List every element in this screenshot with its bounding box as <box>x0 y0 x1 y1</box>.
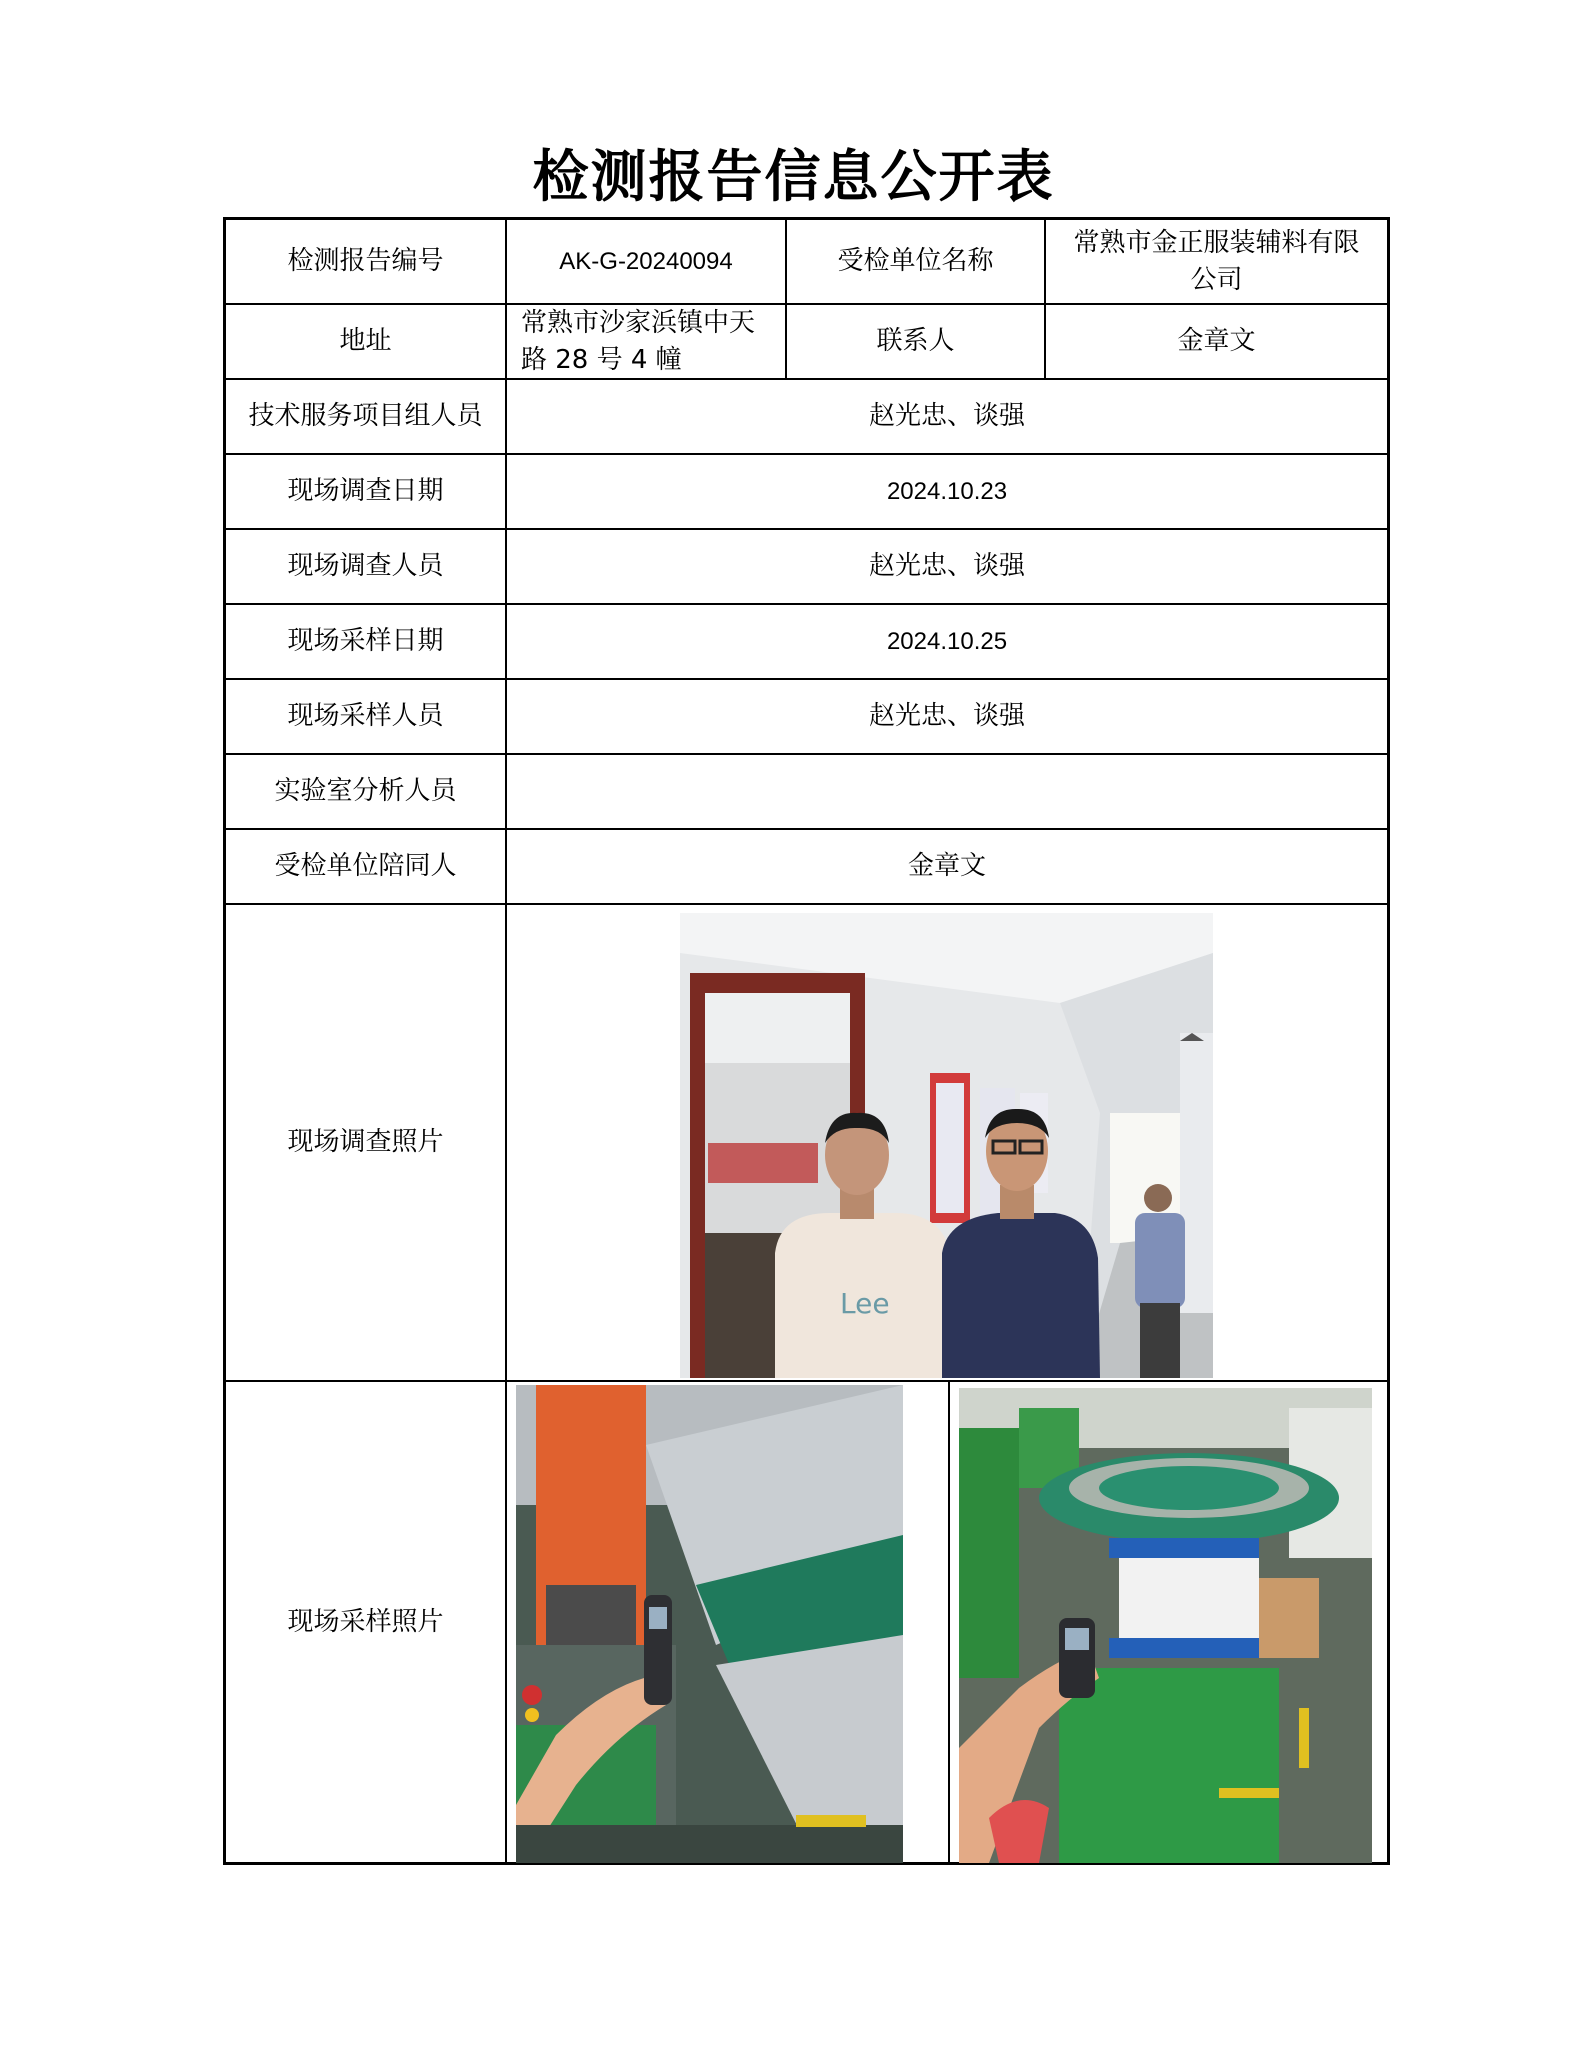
address-value: 常熟市沙家浜镇中天路 28 号 4 幢 <box>521 307 756 375</box>
team-value: 赵光忠、谈强 <box>868 401 1025 431</box>
shirt-print: Lee <box>840 1287 890 1320</box>
contact-label: 联系人 <box>876 326 955 356</box>
sampling-photo-2 <box>959 1388 1372 1863</box>
survey-date-label: 现场调查日期 <box>287 476 444 506</box>
escort-label: 受检单位陪同人 <box>274 851 457 881</box>
survey-staff-label: 现场调查人员 <box>287 551 444 581</box>
sampling-date-label: 现场采样日期 <box>287 626 444 656</box>
report-no-value: AK-G-20240094 <box>559 248 733 275</box>
unit-name-value: 常熟市金正服装辅料有限公司 <box>1073 227 1360 295</box>
sampling-photo-1 <box>516 1385 903 1863</box>
escort-value: 金章文 <box>907 851 986 881</box>
sampling-photo-label: 现场采样照片 <box>287 1606 444 1637</box>
report-no-label: 检测报告编号 <box>287 246 444 276</box>
unit-name-label: 受检单位名称 <box>837 246 994 276</box>
survey-staff-value: 赵光忠、谈强 <box>868 551 1025 581</box>
survey-photo-label: 现场调查照片 <box>287 1127 444 1157</box>
contact-value: 金章文 <box>1177 326 1256 356</box>
sampling-staff-value: 赵光忠、谈强 <box>868 701 1025 731</box>
sampling-date-value: 2024.10.25 <box>886 628 1008 655</box>
survey-photo <box>680 913 1213 1378</box>
team-label: 技术服务项目组人员 <box>248 401 483 431</box>
lab-staff-label: 实验室分析人员 <box>274 776 457 806</box>
address-label: 地址 <box>339 326 392 356</box>
page-title: 检测报告信息公开表 <box>532 145 1055 210</box>
lab-staff-value <box>507 755 1387 828</box>
sampling-staff-label: 现场采样人员 <box>287 701 444 731</box>
survey-date-value: 2024.10.23 <box>886 478 1008 505</box>
